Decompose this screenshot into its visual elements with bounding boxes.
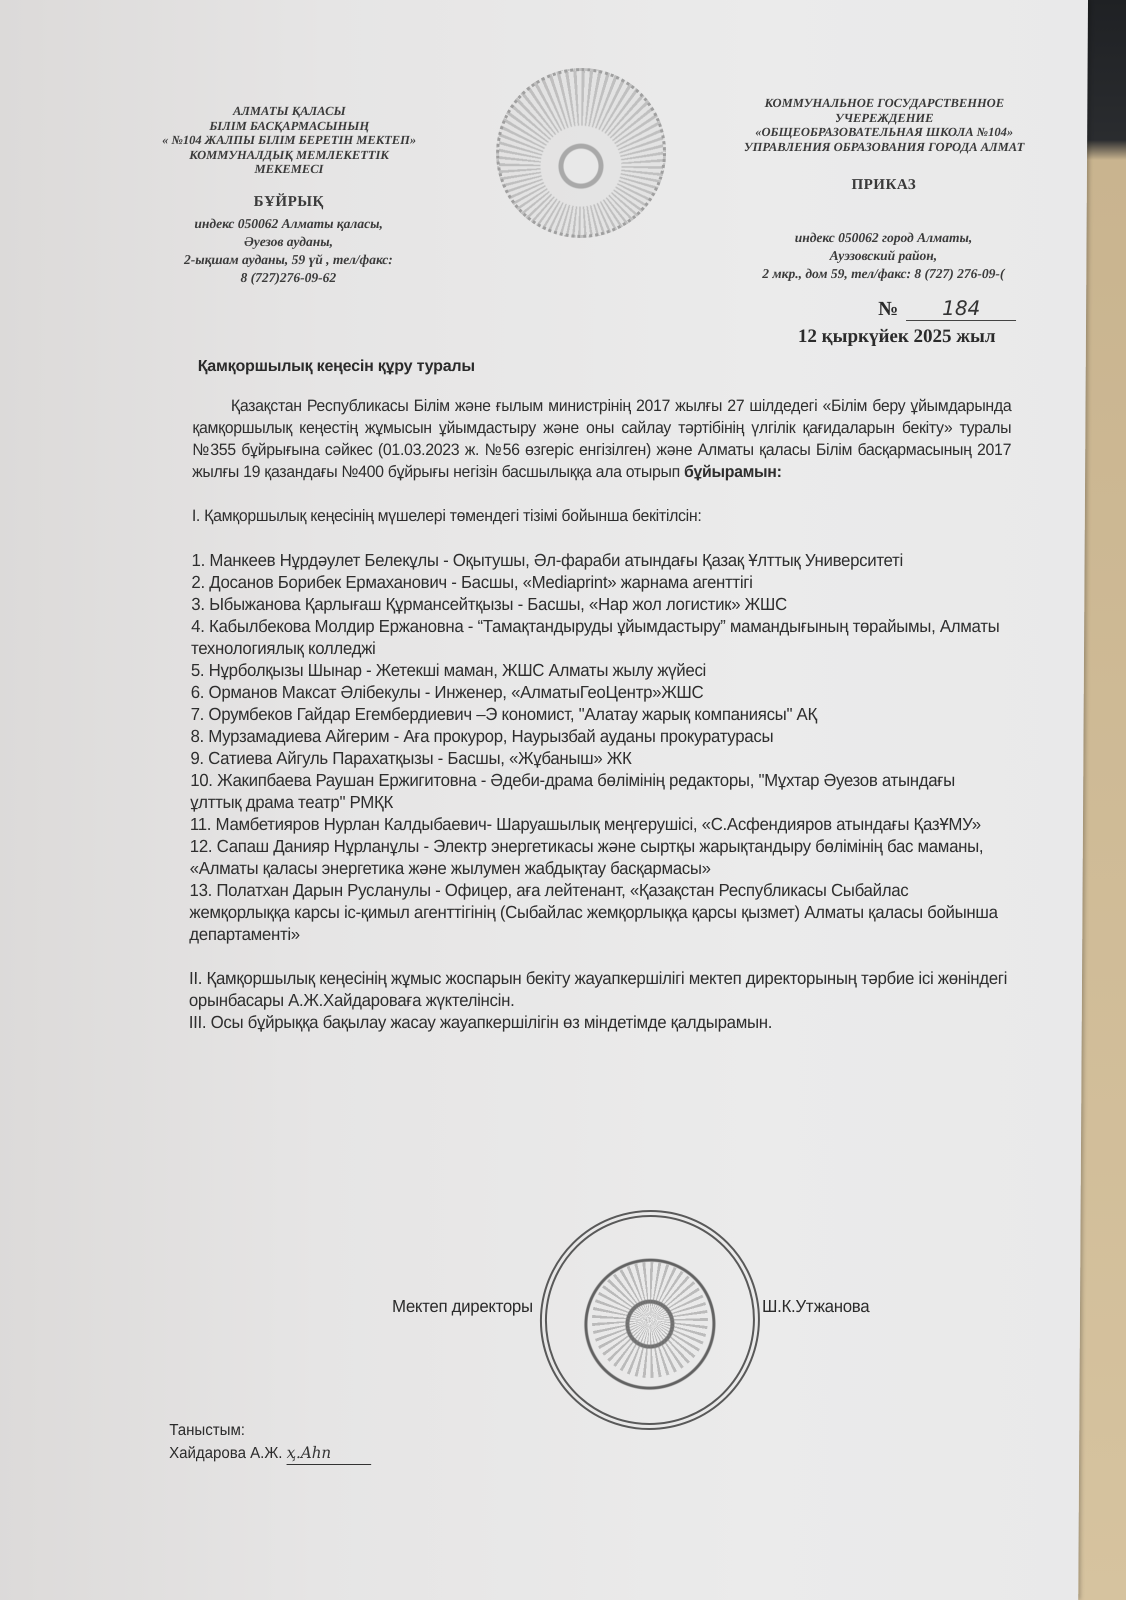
doc-type-ru: ПРИКАЗ	[851, 177, 917, 193]
address-line: 2-ықшам ауданы, 59 үй , тел/факс:	[183, 252, 393, 267]
state-emblem-icon	[496, 68, 667, 238]
acknowledgement-block	[169, 1420, 371, 1465]
org-name-line: « №104 ЖАЛПЫ БІЛІМ БЕРЕТІН МЕКТЕП»	[162, 133, 417, 147]
section-2: II. Қамқоршылық кеңесінің жұмыс жоспарын бекіту жауапкершілігі мектеп директорының тәрбие ісі жөніндегі орынбасары А.Ж.Хайдароваға жүктелінсін.	[188, 968, 1008, 1010]
org-name-line: КОММУНАЛДЫҚ МЕМЛЕКЕТТІК	[189, 147, 389, 162]
address-line: Ауэзовский район,	[829, 247, 938, 263]
header-left-kazakh	[118, 104, 459, 287]
intro-order-word: бұйырамын:	[683, 463, 782, 481]
member-item: 6. Орманов Максат Әлібекулы - Инженер, «АлматыГеоЦентр»ЖШС	[190, 682, 704, 702]
org-name-line: УПРАВЛЕНИЯ ОБРАЗОВАНИЯ ГОРОДА АЛМАТ	[743, 139, 1025, 154]
org-name-line: БІЛІМ БАСҚАРМАСЫНЫҢ	[209, 118, 370, 133]
member-item: 1. Манкеев Нұрдәулет Белекұлы - Оқытушы, Әл-фараби атындағы Қазақ Ұлттық Университеті	[191, 550, 904, 570]
handwritten-signature: ҳ.Ahn	[287, 1442, 372, 1465]
director-name: Ш.К.Утжанова	[761, 1296, 870, 1316]
member-item: 9. Сатиева Айгуль Парахатқызы - Басшы, «Жұбаныш» ЖК	[190, 748, 632, 768]
intro-text: Қазақстан Республикасы Білім және ғылым министрінің 2017 жылғы 27 шілдедегі «Білім беру ұйымдарында қамқоршылық кеңестің жұмысын ұйымдастыру және оны сайлау тәртібінің үлгілік қағидаларын бекіту» туралы №355 бұйрығына сәйкес (01.03.2023 ж. №56 өзгеріс енгізілген) және Алматы қаласы Білім басқармасының 2017 жылғы 19 қазандағы №400 бұйрығы негізін басшылыққа ала отырып	[192, 397, 1012, 481]
acknowledged-by	[169, 1442, 371, 1465]
order-number	[878, 296, 1016, 321]
address-line: индекс 050062 город Алматы,	[794, 229, 973, 245]
header-right-russian	[718, 96, 1049, 283]
address-line: Әуезов ауданы,	[243, 234, 334, 249]
org-name-line: УЧЕРЕЖДЕНИЕ	[834, 110, 934, 125]
member-item: 8. Мурзамадиева Айгерим - Аға прокурор, Наурызбай ауданы прокуратурасы	[190, 726, 774, 746]
org-name-line: МЕКЕМЕСІ	[254, 162, 324, 176]
director-title: Мектеп директоры	[391, 1296, 533, 1316]
order-date: 12 қыркүйек 2025 жыл	[797, 326, 996, 347]
member-item: 13. Полатхан Дарын Русланулы - Офицер, аға лейтенант, «Қазақстан Республикасы Сыбайлас жемқорлыққа карсы іс-қимыл агенттігінің (Сыбайлас жемқорлыққа қарсы қызмет) Алматы қаласы бойынша департаменті»	[189, 880, 998, 944]
order-number-value: 184	[906, 296, 1016, 321]
member-item: 11. Мамбетияров Нурлан Калдыбаевич- Шаруашылық меңгерушісі, «С.Асфендияров атындағы ҚазҰМУ»	[189, 814, 981, 834]
members-list	[189, 549, 1010, 945]
member-item: 4. Кабылбекова Молдир Ержановна - “Тамақтандыруды ұйымдастыру” мамандығының төрайымы, Алматы технологиялық колледжі	[190, 616, 1000, 658]
official-stamp-icon	[539, 1210, 760, 1430]
address-line: 8 (727)276-09-62	[240, 270, 337, 285]
org-name-line: АЛМАТЫ ҚАЛАСЫ	[232, 104, 346, 118]
doc-type-kz: БҰЙРЫҚ	[253, 193, 324, 210]
member-item: 5. Нұрболқызы Шынар - Жетекші маман, ЖШС Алматы жылу жүйесі	[190, 660, 707, 680]
member-item: 7. Орумбеков Гайдар Егембердиевич –Э кономист, "Алатау жарық компаниясы" АҚ	[190, 704, 818, 724]
acknowledged-name: Хайдарова А.Ж.	[169, 1445, 283, 1462]
order-body	[189, 395, 1012, 1033]
address-line: индекс 050062 Алматы қаласы,	[194, 216, 383, 231]
order-subject: Қамқоршылық кеңесін құру туралы	[197, 358, 475, 375]
member-item: 12. Сапаш Данияр Нұрланұлы - Электр энергетикасы және сыртқы жарықтандыру бөлімінің бас маманы, «Алматы қаласы энергетика және жылумен жабдықтау басқармасы»	[189, 836, 984, 878]
stamp-emblem-icon	[592, 1262, 709, 1378]
org-name-line: «ОБЩЕОБРАЗОВАТЕЛЬНАЯ ШКОЛА №104»	[755, 125, 1014, 139]
intro-paragraph	[192, 395, 1011, 483]
org-name-line: КОММУНАЛЬНОЕ ГОСУДАРСТВЕННОЕ	[764, 96, 1005, 110]
section-3: III. Осы бұйрыққа бақылау жасау жауапкершілігін өз міндетімде қалдырамын.	[188, 1012, 773, 1032]
member-item: 10. Жакипбаева Раушан Ержигитовна - Әдеби-драма бөлімінің редакторы, "Мұхтар Әуезов атындағы ұлттық драма театр" РМҚК	[190, 770, 956, 812]
order-number-label: №	[878, 298, 899, 320]
member-item: 3. Ыбыжанова Қарлығаш Құрмансейтқызы - Басшы, «Нар жол логистик» ЖШС	[191, 594, 787, 614]
section-1-heading: I. Қамқоршылық кеңесінің мүшелері төмендегі тізімі бойынша бекітілсін:	[191, 507, 702, 525]
address-line: 2 мкр., дом 59, тел/факс: 8 (727) 276-09-(	[762, 265, 1005, 281]
member-item: 2. Досанов Борибек Ермаханович - Басшы, «Mediaprint» жарнама агенттігі	[191, 572, 753, 592]
acknowledged-label: Таныстым:	[169, 1422, 246, 1439]
